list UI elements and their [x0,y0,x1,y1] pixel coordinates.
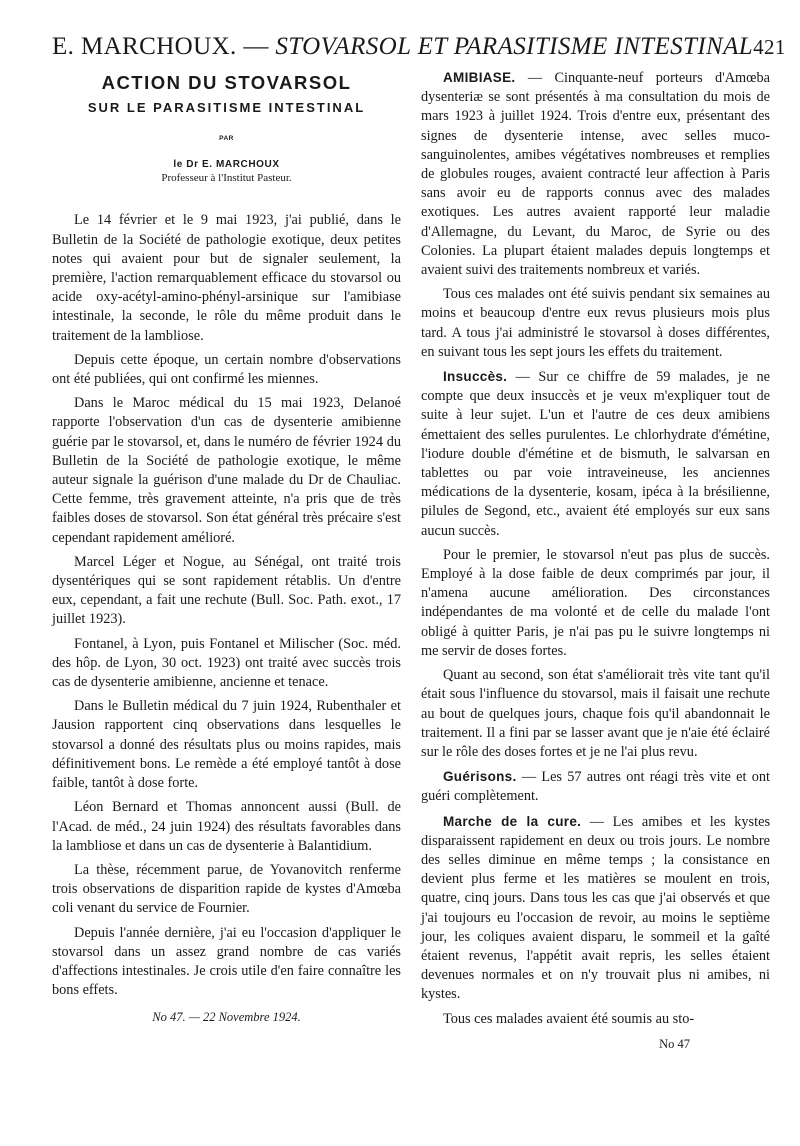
paragraph: Depuis cette époque, un certain nombre d'observations ont été publiées, qui ont confirmé les miennes. [52,351,401,388]
article-subtitle: SUR LE PARASITISME INTESTINAL [87,100,366,115]
article-title: ACTION DU STOVARSOL [101,72,352,93]
paragraph: Tous ces malades ont été suivis pendant six semaines au moins et beaucoup d'entre eux revus plusieurs mois plus tard. A tous j'ai administré le stovarsol à doses différentes, en suivant tous les sept jours les effets du traitement. [421,286,770,360]
paragraph-marche [421,812,770,1005]
paragraph-amibiase [421,68,770,280]
paragraph-insucces [421,367,770,541]
two-column-body [52,68,770,1054]
paragraph: Le 14 février et le 9 mai 1923, j'ai publié, dans le Bulletin de la Société de pathologie exotique, deux petites notes qui avaient pour but de signaler seulement, la première, l'action remarquablement efficace du stovarsol ou acide oxy-acétyl-amino-phényl-arsinique sur l'amibiase intestinale, la seconde, le rôle du même produit dans le traitement de la lambliose. [52,212,401,344]
paragraph: Fontanel, à Lyon, puis Fontanel et Milischer (Soc. méd. des hôp. de Lyon, 30 oct. 1923) ont traité avec succès trois cas de dysenterie amibienne, ancienne et tenace. [52,635,401,691]
paragraph-text: — Les amibes et les kystes disparaissent rapidement en deux ou trois jours. Le nombre des selles diminue en même temps ; la consistance en devient plus ferme et les matières se moulent en trois, quatre, cinq jours. Dans tous les cas que j'ai observés et que j'ai toujours eu l'occasion de revoir, au moins le septième jour, les coliques avaient disparu, le sommeil et la gaîté étaient revenus, l'appétit avait repris, les selles étaient devenues normales et on n'y trouvait plus ni amibes, ni kystes. [421,813,771,1003]
paragraph: Pour le premier, le stovarsol n'eut pas plus de succès. Employé à la dose faible de deux comprimés par jour, il n'amena aucune amélioration. Des circonstances indépendantes de ma volonté et de celle du malade l'ont obligé à quitter Paris, je n'ai pas pu le suivre longtemps ni me servir de doses fortes. [421,546,770,659]
section-lead: AMIBIASE. [443,70,516,85]
paragraph-text: — Les 57 autres ont réagi très vite et ont guéri complètement. [421,769,770,805]
right-column [421,68,770,1054]
page-number: 421 [753,35,786,59]
running-head-author: E. MARCHOUX. — [52,33,269,60]
paragraph-text: — Cinquante-neuf porteurs d'Amœba dysenteriæ se sont présentés à ma consultation du mois de mars 1923 à juillet 1924. Trois d'entre eux, présentant des signes de dysenterie intense, avec selles muco-sanguinolentes, amibes végétatives nombreuses et remplies de globules rouges, avaient contracté leur affection à Paris sans avoir eu de rapports connus avec des malades exotiques. Les autres avaient rapporté leur maladie d'Allemagne, du Levant, du Maroc, de Syrie ou des Colonies. La plupart étaient malades depuis longtemps et avaient suivi des traitements nombreux et variés. [421,70,770,279]
byline-par: PAR [219,135,234,143]
paragraph: Dans le Maroc médical du 15 mai 1923, Delanoé rapporte l'observation d'un cas de dysenterie amibienne guérie par le stovarsol, et, dans le numéro de février 1924 du Bulletin de la Société de pathologie exotique, le même auteur signale la guérison d'une malade du Dr de Chauliac. Cette femme, très gravement atteinte, n'a pris que de très faibles doses de stovarsol. Son état général très précaire s'est cependant rapidement amélioré. [52,395,401,546]
paragraph-guerisons [421,767,770,806]
running-head [52,33,786,66]
paragraph: Marcel Léger et Nogue, au Sénégal, ont traité trois dysentériques qui se sont rapidement rétablis. Un d'entre eux, cependant, a fait une rechute (Bull. Soc. Path. exot., 17 juillet 1923). [52,553,401,628]
paragraph-text: — Sur ce chiffre de 59 malades, je ne compte que deux insuccès et je veux m'expliquer tout de suite à leur sujet. L'un et l'autre de ces deux amibiens émettaient des selles purulentes. Le chlorhydrate d'émétine, l'iodure double d'émétine et de bismuth, le salvarsan en tablettes ou par voie intraveineuse, les anciennes médications de la dysenterie, kosam, ipéca à la brésilienne, pilules de Segond, etc., avaient été employés sur eux sans aucun succès. [421,369,770,539]
paragraph: Tous ces malades avaient été soumis au sto- [443,1010,695,1027]
paragraph: Dans le Bulletin médical du 7 juin 1924, Rubenthaler et Jausion rapportent cinq observations dans lesquelles le stovarsol a donné des résultats plus ou moins rapides, mais définitivement bons. Le remède a été employé tantôt à dose faible, tantôt à dose forte. [52,698,401,792]
paragraph: Depuis l'année dernière, j'ai eu l'occasion d'appliquer le stovarsol dans un assez grand nombre de cas variés d'affections intestinales. Je crois utile d'en faire connaître les bons effets. [52,924,401,999]
paragraph: Quant au second, son état s'améliorait très vite tant qu'il était sous l'influence du stovarsol, mais il faisait une rechute au bout de quelques jours, chaque fois qu'il abandonnait le traitement. Il a fini par se lasser avant que je n'aie été éclairé sur le rôle des doses fortes et je ne l'ai plus revu. [421,667,770,760]
article-author: le Dr E. MARCHOUX [173,159,280,171]
issue-number-footer: No 47 [659,1036,690,1051]
paragraph: La thèse, récemment parue, de Yovanovitch renferme trois observations de disparition rapide de kystes d'Amœba coli venant du service de Fournier. [52,861,401,917]
running-head-title [52,34,753,59]
running-head-article-title: STOVARSOL ET PARASITISME INTESTINAL [275,33,754,60]
left-column [52,68,401,1054]
section-lead: Guérisons. [443,769,517,785]
paragraph: Léon Bernard et Thomas annoncent aussi (Bull. de l'Acad. de méd., 24 juin 1924) des résultats favorables dans la lambliose et dans un cas de dysenterie à Balantidium. [52,799,401,854]
issue-footer: No 47. — 22 Novembre 1924. [152,1010,301,1025]
section-lead: Insuccès. [443,369,508,385]
author-affiliation: Professeur à l'Institut Pasteur. [161,172,292,185]
section-lead: Marche de la cure. [443,813,582,829]
